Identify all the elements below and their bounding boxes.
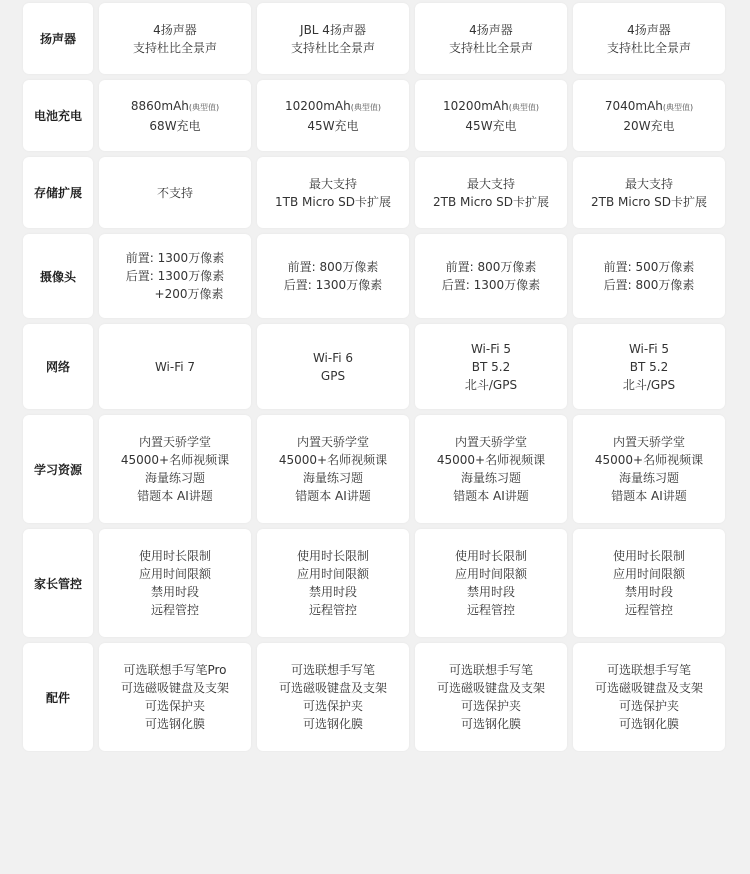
spec-value-line bbox=[467, 175, 515, 193]
spec-value-line bbox=[139, 565, 211, 583]
spec-row bbox=[23, 234, 728, 318]
spec-value-text: 20W充电 bbox=[623, 118, 675, 133]
spec-value-text: 使用时长限制 bbox=[612, 549, 685, 563]
spec-row-label: 摄像头 bbox=[23, 234, 93, 318]
spec-value-line bbox=[121, 451, 229, 469]
spec-value-text: 使用时长限制 bbox=[296, 549, 369, 563]
spec-value-cell bbox=[415, 324, 567, 409]
spec-value-line bbox=[630, 358, 668, 376]
spec-value-line bbox=[131, 97, 219, 117]
spec-value-lines bbox=[155, 358, 195, 376]
spec-value-text: 海量练习题 bbox=[460, 471, 521, 485]
spec-value-text: 海量练习题 bbox=[618, 471, 679, 485]
spec-value-cell bbox=[257, 324, 409, 409]
spec-value-cell bbox=[257, 529, 409, 637]
spec-value-line bbox=[627, 21, 671, 39]
spec-value-text: 错题本 AI讲题 bbox=[137, 489, 213, 503]
spec-value-text: 可选磁吸键盘及支架 bbox=[120, 681, 229, 695]
spec-value-text: 可选保护夹 bbox=[302, 699, 363, 713]
spec-value-line bbox=[471, 340, 511, 358]
spec-value-line bbox=[145, 469, 205, 487]
spec-value-cell bbox=[257, 3, 409, 74]
spec-value-lines bbox=[455, 547, 527, 619]
spec-row bbox=[23, 3, 728, 74]
spec-value-text: 禁用时段 bbox=[466, 585, 515, 599]
spec-value-line bbox=[619, 697, 679, 715]
spec-row-label: 网络 bbox=[23, 324, 93, 409]
spec-value-lines bbox=[284, 258, 382, 294]
spec-value-line bbox=[449, 661, 533, 679]
spec-value-lines bbox=[442, 258, 540, 294]
spec-value-line bbox=[145, 715, 205, 733]
spec-value-text: Wi-Fi 5 bbox=[628, 341, 670, 356]
spec-value-line bbox=[139, 547, 211, 565]
spec-value-line bbox=[595, 451, 703, 469]
spec-value-text: 可选磁吸键盘及支架 bbox=[594, 681, 703, 695]
spec-value-cell bbox=[99, 529, 251, 637]
spec-value-lines bbox=[121, 661, 229, 733]
spec-value-line bbox=[145, 697, 205, 715]
spec-value-text: 可选磁吸键盘及支架 bbox=[436, 681, 545, 695]
spec-value-text: 后置: 1300万像素 bbox=[283, 278, 383, 292]
spec-value-line bbox=[291, 39, 375, 57]
spec-value-line bbox=[123, 661, 226, 679]
spec-value-text: 4扬声器 bbox=[469, 22, 513, 37]
spec-value-text: 可选联想手写笔 bbox=[290, 663, 375, 677]
spec-value-text: 可选钢化膜 bbox=[618, 717, 679, 731]
spec-value-text: BT 5.2 bbox=[629, 359, 669, 374]
spec-value-cell bbox=[573, 529, 725, 637]
spec-value-text: 可选钢化膜 bbox=[302, 717, 363, 731]
spec-value-text: 4扬声器 bbox=[153, 22, 197, 37]
spec-value-line bbox=[607, 39, 691, 57]
spec-value-line bbox=[303, 715, 363, 733]
spec-row-label: 电池充电 bbox=[23, 80, 93, 151]
spec-value-cell bbox=[99, 234, 251, 318]
spec-value-text: GPS bbox=[320, 368, 346, 383]
spec-value-line bbox=[465, 117, 516, 135]
spec-value-text: 支持杜比全景声 bbox=[606, 40, 691, 55]
spec-value-lines bbox=[133, 21, 217, 57]
spec-value-line bbox=[595, 679, 703, 697]
spec-value-lines bbox=[313, 349, 353, 385]
spec-value-line bbox=[467, 583, 515, 601]
spec-value-cell bbox=[257, 234, 409, 318]
spec-value-cell bbox=[415, 643, 567, 751]
spec-value-cell bbox=[99, 324, 251, 409]
spec-value-text: 最大支持 bbox=[624, 176, 673, 191]
spec-value-line bbox=[303, 697, 363, 715]
spec-value-text: 内置天骄学堂 bbox=[138, 435, 211, 449]
spec-row-label: 学习资源 bbox=[23, 415, 93, 523]
spec-row bbox=[23, 80, 728, 151]
spec-value-text: 远程管控 bbox=[466, 603, 515, 617]
spec-value-line bbox=[297, 433, 369, 451]
spec-value-line bbox=[619, 715, 679, 733]
spec-value-line bbox=[149, 117, 200, 135]
spec-value-line bbox=[297, 547, 369, 565]
spec-value-lines bbox=[157, 184, 193, 202]
spec-value-line bbox=[279, 451, 387, 469]
spec-value-text: 禁用时段 bbox=[308, 585, 357, 599]
spec-value-text: 支持杜比全景声 bbox=[290, 40, 375, 55]
spec-value-line bbox=[446, 258, 537, 276]
spec-value-line bbox=[629, 340, 669, 358]
spec-value-line bbox=[613, 433, 685, 451]
spec-value-line bbox=[309, 175, 357, 193]
spec-value-lines bbox=[275, 175, 391, 211]
spec-value-cell bbox=[415, 3, 567, 74]
spec-value-text: 7040mAh bbox=[604, 98, 663, 113]
spec-value-text: 45W充电 bbox=[465, 118, 517, 133]
spec-value-cell bbox=[573, 157, 725, 228]
spec-value-cell bbox=[99, 415, 251, 523]
spec-value-line bbox=[442, 276, 540, 294]
spec-value-line bbox=[604, 258, 695, 276]
spec-value-text: 45000+名师视频课 bbox=[120, 453, 230, 467]
spec-value-line bbox=[453, 487, 529, 505]
spec-value-line bbox=[275, 193, 391, 211]
spec-value-text: 2TB Micro SD卡扩展 bbox=[433, 194, 549, 209]
spec-value-cell bbox=[415, 234, 567, 318]
spec-value-text: 不支持 bbox=[156, 185, 193, 200]
spec-value-line bbox=[605, 97, 693, 117]
spec-value-line bbox=[591, 193, 707, 211]
spec-row bbox=[23, 324, 728, 409]
spec-value-line bbox=[455, 433, 527, 451]
spec-value-cell bbox=[99, 80, 251, 151]
spec-value-line bbox=[623, 376, 675, 394]
spec-value-lines bbox=[297, 547, 369, 619]
spec-value-line bbox=[469, 21, 513, 39]
spec-value-text: 内置天骄学堂 bbox=[296, 435, 369, 449]
spec-value-text: 4扬声器 bbox=[627, 22, 671, 37]
spec-value-lines bbox=[433, 175, 549, 211]
spec-row-label: 配件 bbox=[23, 643, 93, 751]
spec-value-line bbox=[291, 661, 375, 679]
spec-value-line bbox=[151, 583, 199, 601]
spec-value-line bbox=[295, 487, 371, 505]
spec-value-cell bbox=[99, 157, 251, 228]
spec-value-line bbox=[625, 601, 673, 619]
spec-value-text: 内置天骄学堂 bbox=[612, 435, 685, 449]
spec-value-line bbox=[461, 697, 521, 715]
spec-value-line bbox=[604, 276, 695, 294]
spec-value-text: 应用时间限额 bbox=[296, 567, 369, 581]
spec-value-text: 可选保护夹 bbox=[460, 699, 521, 713]
spec-value-text: 错题本 AI讲题 bbox=[453, 489, 529, 503]
spec-value-cell bbox=[257, 415, 409, 523]
spec-value-text: +200万像素 bbox=[154, 287, 224, 301]
spec-value-line bbox=[153, 21, 197, 39]
spec-value-line bbox=[472, 358, 510, 376]
spec-comparison-table bbox=[23, 3, 728, 757]
spec-value-text: 海量练习题 bbox=[302, 471, 363, 485]
spec-value-lines bbox=[465, 340, 517, 394]
spec-value-line bbox=[455, 547, 527, 565]
spec-value-text: 远程管控 bbox=[150, 603, 199, 617]
spec-value-line bbox=[607, 661, 691, 679]
spec-row-label: 扬声器 bbox=[23, 3, 93, 74]
spec-value-text: 海量练习题 bbox=[144, 471, 205, 485]
spec-value-line bbox=[611, 487, 687, 505]
spec-value-line bbox=[625, 175, 673, 193]
spec-value-text: Wi-Fi 7 bbox=[154, 359, 196, 374]
spec-value-line bbox=[437, 679, 545, 697]
spec-value-line bbox=[313, 349, 353, 367]
spec-value-text: 支持杜比全景声 bbox=[132, 40, 217, 55]
spec-value-line bbox=[139, 433, 211, 451]
spec-value-lines bbox=[443, 97, 539, 135]
spec-value-cell bbox=[573, 234, 725, 318]
spec-value-line bbox=[309, 601, 357, 619]
spec-row bbox=[23, 157, 728, 228]
spec-value-cell bbox=[573, 80, 725, 151]
spec-value-line bbox=[467, 601, 515, 619]
spec-value-line bbox=[121, 679, 229, 697]
spec-value-lines bbox=[449, 21, 533, 57]
spec-value-line bbox=[625, 583, 673, 601]
spec-value-cell bbox=[99, 3, 251, 74]
spec-value-cell bbox=[257, 157, 409, 228]
spec-value-text: BT 5.2 bbox=[471, 359, 511, 374]
spec-value-text: JBL 4扬声器 bbox=[300, 22, 366, 37]
spec-value-text: 错题本 AI讲题 bbox=[611, 489, 687, 503]
spec-value-text: 前置: 800万像素 bbox=[287, 260, 379, 274]
spec-value-text: 可选钢化膜 bbox=[460, 717, 521, 731]
spec-value-line bbox=[455, 565, 527, 583]
spec-value-line bbox=[126, 249, 224, 267]
spec-value-text: 1TB Micro SD卡扩展 bbox=[275, 194, 391, 209]
spec-value-text: 45000+名师视频课 bbox=[278, 453, 388, 467]
spec-value-line bbox=[619, 469, 679, 487]
spec-value-cell bbox=[415, 157, 567, 228]
spec-value-line bbox=[157, 184, 193, 202]
spec-value-text: 远程管控 bbox=[624, 603, 673, 617]
spec-value-text: 后置: 1300万像素 bbox=[125, 269, 225, 283]
spec-value-line bbox=[437, 451, 545, 469]
spec-value-text: 可选磁吸键盘及支架 bbox=[278, 681, 387, 695]
spec-value-cell bbox=[415, 80, 567, 151]
spec-value-lines bbox=[613, 547, 685, 619]
spec-value-line bbox=[303, 469, 363, 487]
spec-value-text: Wi-Fi 6 bbox=[312, 350, 354, 365]
spec-value-line bbox=[133, 39, 217, 57]
spec-value-line bbox=[613, 565, 685, 583]
spec-value-text: 可选联想手写笔 bbox=[448, 663, 533, 677]
spec-value-lines bbox=[591, 175, 707, 211]
spec-value-text: Wi-Fi 5 bbox=[470, 341, 512, 356]
spec-value-text: 10200mAh bbox=[443, 98, 509, 113]
spec-value-text: 8860mAh bbox=[130, 98, 189, 113]
spec-row bbox=[23, 643, 728, 751]
spec-value-lines bbox=[139, 547, 211, 619]
spec-value-line bbox=[433, 193, 549, 211]
spec-value-line bbox=[137, 487, 213, 505]
spec-value-cell bbox=[573, 415, 725, 523]
spec-value-text: 45W充电 bbox=[307, 118, 359, 133]
spec-value-text: 应用时间限额 bbox=[138, 567, 211, 581]
spec-value-text: 后置: 1300万像素 bbox=[441, 278, 541, 292]
spec-value-line bbox=[155, 358, 195, 376]
spec-value-text: 错题本 AI讲题 bbox=[295, 489, 371, 503]
spec-value-cell bbox=[257, 643, 409, 751]
spec-value-line bbox=[309, 583, 357, 601]
spec-value-text: 10200mAh bbox=[285, 98, 351, 113]
typical-value-tag: (典型值) bbox=[350, 102, 381, 112]
spec-value-cell bbox=[573, 3, 725, 74]
spec-value-line bbox=[297, 565, 369, 583]
spec-value-text: 使用时长限制 bbox=[454, 549, 527, 563]
spec-value-line bbox=[443, 97, 539, 117]
spec-value-lines bbox=[604, 258, 695, 294]
spec-value-lines bbox=[291, 21, 375, 57]
spec-value-line bbox=[288, 258, 379, 276]
spec-value-lines bbox=[623, 340, 675, 394]
spec-value-text: 可选保护夹 bbox=[618, 699, 679, 713]
spec-value-text: 前置: 500万像素 bbox=[603, 260, 695, 274]
spec-value-line bbox=[461, 469, 521, 487]
spec-value-line bbox=[279, 679, 387, 697]
spec-value-text: 禁用时段 bbox=[150, 585, 199, 599]
spec-value-text: 支持杜比全景声 bbox=[448, 40, 533, 55]
spec-value-text: 45000+名师视频课 bbox=[594, 453, 704, 467]
spec-row-label: 家长管控 bbox=[23, 529, 93, 637]
spec-value-line bbox=[126, 267, 224, 285]
spec-value-line bbox=[461, 715, 521, 733]
spec-value-line bbox=[307, 117, 358, 135]
spec-value-cell bbox=[99, 643, 251, 751]
spec-value-lines bbox=[595, 661, 703, 733]
spec-value-line bbox=[465, 376, 517, 394]
spec-value-lines bbox=[285, 97, 381, 135]
spec-value-line bbox=[285, 97, 381, 117]
spec-value-text: 最大支持 bbox=[308, 176, 357, 191]
spec-value-text: 45000+名师视频课 bbox=[436, 453, 546, 467]
spec-value-cell bbox=[257, 80, 409, 151]
spec-value-lines bbox=[437, 661, 545, 733]
spec-value-text: 后置: 800万像素 bbox=[603, 278, 695, 292]
spec-value-text: 北斗/GPS bbox=[622, 377, 676, 392]
spec-value-lines bbox=[279, 433, 387, 505]
spec-value-line bbox=[449, 39, 533, 57]
spec-value-lines bbox=[595, 433, 703, 505]
spec-value-text: 前置: 1300万像素 bbox=[125, 251, 225, 265]
spec-value-text: 2TB Micro SD卡扩展 bbox=[591, 194, 707, 209]
spec-value-line bbox=[623, 117, 674, 135]
spec-value-text: 可选钢化膜 bbox=[144, 717, 205, 731]
spec-value-text: 可选联想手写笔Pro bbox=[123, 663, 227, 677]
spec-value-line bbox=[151, 601, 199, 619]
spec-value-cell bbox=[573, 643, 725, 751]
typical-value-tag: (典型值) bbox=[508, 102, 539, 112]
spec-value-cell bbox=[573, 324, 725, 409]
spec-value-line bbox=[127, 285, 224, 303]
spec-value-lines bbox=[605, 97, 693, 135]
spec-value-lines bbox=[437, 433, 545, 505]
spec-value-text: 远程管控 bbox=[308, 603, 357, 617]
spec-value-text: 可选保护夹 bbox=[144, 699, 205, 713]
spec-value-text: 前置: 800万像素 bbox=[445, 260, 537, 274]
spec-value-text: 北斗/GPS bbox=[464, 377, 518, 392]
typical-value-tag: (典型值) bbox=[188, 102, 220, 112]
spec-row bbox=[23, 415, 728, 523]
spec-value-cell bbox=[415, 415, 567, 523]
spec-value-line bbox=[321, 367, 345, 385]
spec-row-label: 存储扩展 bbox=[23, 157, 93, 228]
typical-value-tag: (典型值) bbox=[662, 102, 694, 112]
spec-value-line bbox=[613, 547, 685, 565]
spec-value-lines bbox=[121, 433, 229, 505]
spec-value-lines bbox=[131, 97, 219, 135]
page-bottom-blank bbox=[0, 752, 750, 874]
spec-value-text: 68W充电 bbox=[149, 118, 201, 133]
spec-value-text: 最大支持 bbox=[466, 176, 515, 191]
spec-value-text: 应用时间限额 bbox=[612, 567, 685, 581]
spec-value-line bbox=[284, 276, 382, 294]
spec-value-lines bbox=[607, 21, 691, 57]
spec-value-text: 可选联想手写笔 bbox=[606, 663, 691, 677]
spec-value-text: 内置天骄学堂 bbox=[454, 435, 527, 449]
spec-value-lines bbox=[279, 661, 387, 733]
spec-value-cell bbox=[415, 529, 567, 637]
spec-value-lines bbox=[126, 249, 224, 303]
spec-row bbox=[23, 529, 728, 637]
spec-value-line bbox=[300, 21, 366, 39]
spec-value-text: 应用时间限额 bbox=[454, 567, 527, 581]
spec-value-text: 禁用时段 bbox=[624, 585, 673, 599]
spec-value-text: 使用时长限制 bbox=[138, 549, 211, 563]
